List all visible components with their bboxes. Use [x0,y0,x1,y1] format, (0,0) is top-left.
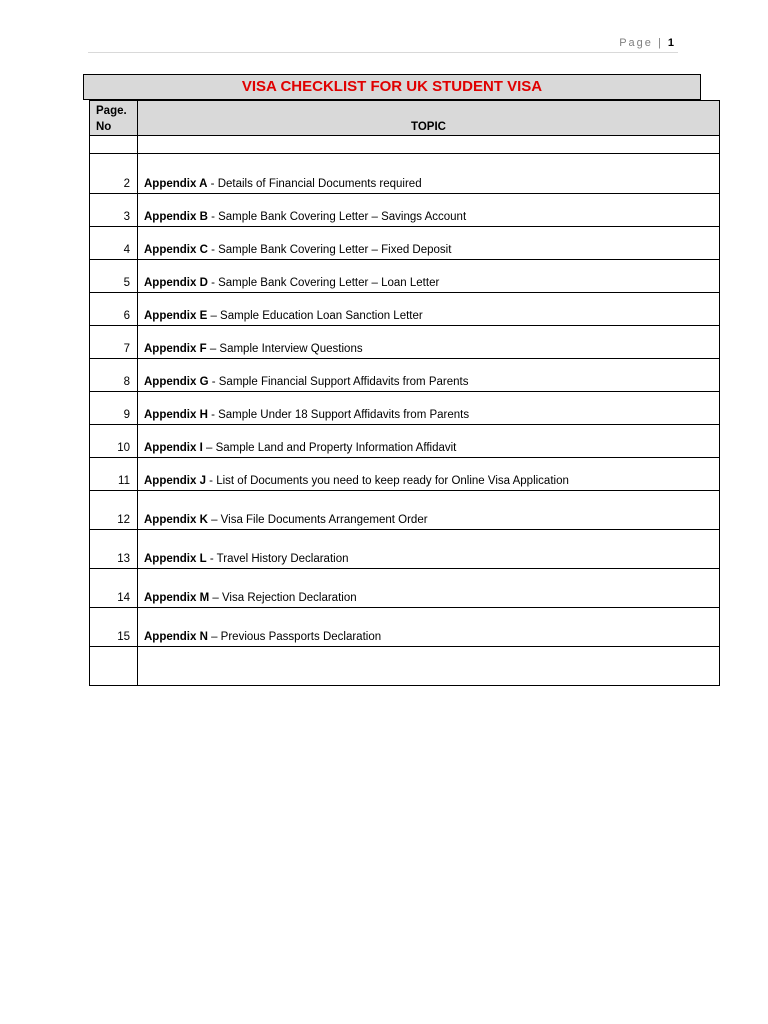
row-page-number: 4 [90,227,138,260]
appendix-description: – Sample Interview Questions [206,343,363,355]
appendix-label: Appendix J [144,475,206,487]
row-topic [138,136,720,154]
page-number: Page | 1 [619,37,674,49]
appendix-description: - Sample Bank Covering Letter – Savings Account [207,211,467,223]
table-row [90,491,720,530]
row-topic [138,326,720,359]
row-page-number [90,647,138,686]
table-row [90,425,720,458]
appendix-description: - Sample Financial Support Affidavits from Parents [208,376,469,388]
table-row [90,227,720,260]
row-page-number: 2 [90,154,138,194]
row-topic [138,608,720,647]
appendix-description: - Sample Bank Covering Letter – Fixed Deposit [207,244,452,256]
appendix-label: Appendix M [144,592,210,604]
appendix-label: Appendix I [144,442,203,454]
row-page-number: 6 [90,293,138,326]
table-row [90,647,720,686]
appendix-description: – Previous Passports Declaration [207,631,382,643]
document-title: VISA CHECKLIST FOR UK STUDENT VISA [83,74,701,100]
table-row [90,359,720,392]
row-page-number: 11 [90,458,138,491]
table-row [90,326,720,359]
appendix-label: Appendix B [144,211,208,223]
row-topic [138,491,720,530]
row-page-number: 13 [90,530,138,569]
table-row [90,154,720,194]
appendix-description: – Visa Rejection Declaration [209,592,357,604]
table-row [90,608,720,647]
appendix-description: – Visa File Documents Arrangement Order [207,514,428,526]
appendix-description: - List of Documents you need to keep ready for Online Visa Application [205,475,569,487]
row-page-number: 12 [90,491,138,530]
row-topic [138,458,720,491]
row-page-number: 9 [90,392,138,425]
table-row [90,569,720,608]
appendix-description: - Sample Bank Covering Letter – Loan Letter [207,277,440,289]
table-row [90,260,720,293]
row-topic [138,227,720,260]
row-page-number: 10 [90,425,138,458]
row-topic [138,569,720,608]
appendix-label: Appendix E [144,310,208,322]
table-row [90,392,720,425]
row-page-number: 14 [90,569,138,608]
row-topic [138,293,720,326]
row-topic [138,194,720,227]
appendix-label: Appendix L [144,553,207,565]
row-topic [138,530,720,569]
appendix-label: Appendix N [144,631,208,643]
table-row [90,136,720,154]
column-header-topic: TOPIC [138,101,720,136]
table-row [90,458,720,491]
appendix-description: - Sample Under 18 Support Affidavits from Parents [207,409,470,421]
appendix-label: Appendix K [144,514,208,526]
row-topic [138,392,720,425]
row-page-number: 15 [90,608,138,647]
appendix-description: – Sample Education Loan Sanction Letter [207,310,423,322]
appendix-description: - Travel History Declaration [206,553,349,565]
row-topic [138,425,720,458]
topics-table [89,100,720,686]
row-page-number [90,136,138,154]
appendix-label: Appendix A [144,178,208,190]
appendix-label: Appendix H [144,409,208,421]
row-topic [138,260,720,293]
row-topic [138,359,720,392]
row-page-number: 8 [90,359,138,392]
row-page-number: 3 [90,194,138,227]
appendix-label: Appendix F [144,343,207,355]
row-page-number: 7 [90,326,138,359]
row-topic [138,154,720,194]
table-row [90,530,720,569]
table-row [90,194,720,227]
column-header-page: Page. No [90,101,138,136]
appendix-description: – Sample Land and Property Information Affidavit [202,442,457,454]
page-header [88,34,678,53]
table-header-row [90,101,720,136]
appendix-label: Appendix C [144,244,208,256]
appendix-description: - Details of Financial Documents required [207,178,422,190]
table-row [90,293,720,326]
row-page-number: 5 [90,260,138,293]
appendix-label: Appendix D [144,277,208,289]
appendix-label: Appendix G [144,376,209,388]
row-topic [138,647,720,686]
